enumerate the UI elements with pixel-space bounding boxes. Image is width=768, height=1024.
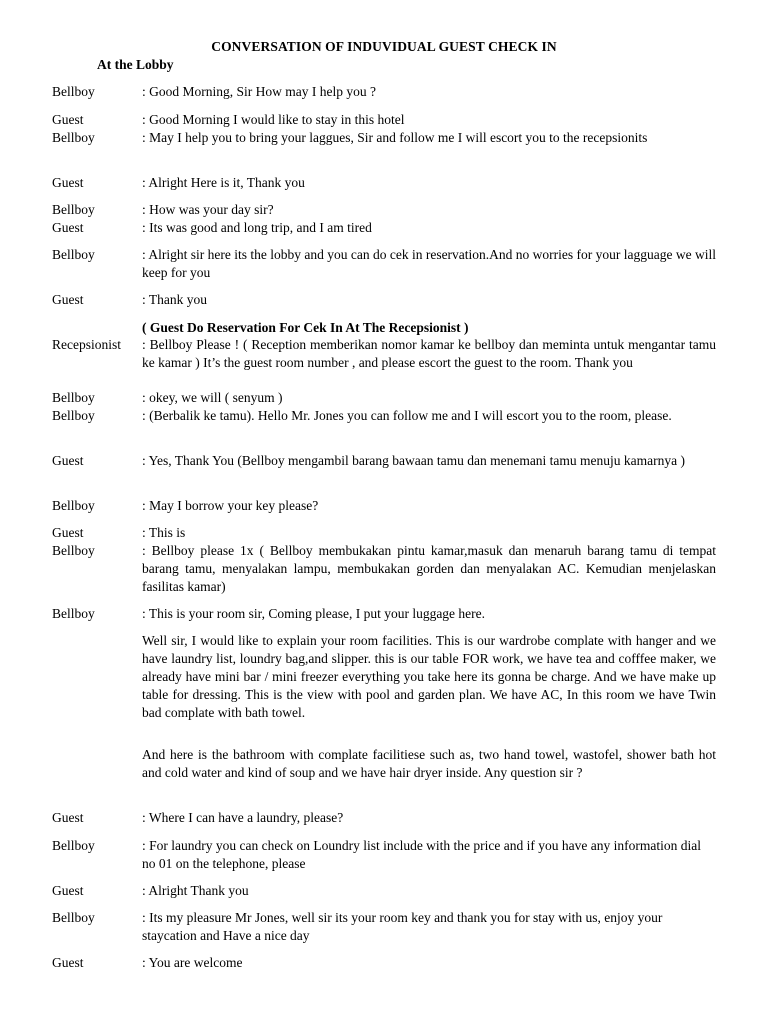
dialogue-text: : Bellboy Please ! ( Reception memberikan nomor kamar ke bellboy dan meminta untuk mengantar tamu ke kamar ) It’s the guest room number , and please escort the guest to the room. Thank you xyxy=(142,337,716,370)
stage-direction-text: ( Guest Do Reservation For Cek In At The Recepsionist ) xyxy=(142,320,469,335)
speaker-label: Guest xyxy=(52,175,84,190)
dialogue-text: : Its my pleasure Mr Jones, well sir its your room key and thank you for stay with us, enjoy your staycation and Have a nice day xyxy=(142,910,663,943)
dialogue-line xyxy=(52,389,716,407)
speaker-label: Guest xyxy=(52,810,84,825)
dialogue-text: : Good Morning I would like to stay in this hotel xyxy=(142,112,405,127)
dialogue-line xyxy=(52,497,716,515)
speaker-label: Guest xyxy=(52,112,84,127)
dialogue-line xyxy=(52,129,716,147)
dialogue-line xyxy=(52,524,716,542)
dialogue-line xyxy=(52,837,716,873)
bathroom-paragraph: And here is the bathroom with complate facilitiese such as, two hand towel, wastofel, shower bath hot and cold water and kind of soup and we have hair dryer inside. Any question sir ? xyxy=(142,747,716,780)
dialogue-text: : (Berbalik ke tamu). Hello Mr. Jones you can follow me and I will escort you to the room, please. xyxy=(142,408,672,423)
dialogue-line xyxy=(52,452,716,470)
speaker-label: Guest xyxy=(52,955,84,970)
dialogue-text: : Bellboy please 1x ( Bellboy membukakan pintu kamar,masuk dan menaruh barang tamu di tempat barang tamu, menyalakan lampu, membukakan gorden dan menyalakan AC. Kemudian menjelaskan fasilitas kamar) xyxy=(142,543,716,594)
dialogue-line xyxy=(52,219,716,237)
speaker-label: Bellboy xyxy=(52,408,95,423)
dialogue-text: : Where I can have a laundry, please? xyxy=(142,810,344,825)
speaker-label: Bellboy xyxy=(52,247,95,262)
dialogue-text: : okey, we will ( senyum ) xyxy=(142,390,283,405)
speaker-label: Guest xyxy=(52,453,84,468)
dialogue-text: : For laundry you can check on Loundry list include with the price and if you have any information dial no 01 on the telephone, please xyxy=(142,838,701,871)
dialogue-line xyxy=(52,882,716,900)
dialogue-text: : Alright Here is it, Thank you xyxy=(142,175,305,190)
speaker-label: Bellboy xyxy=(52,910,95,925)
speaker-label: Bellboy xyxy=(52,84,95,99)
room-facilities-paragraph: Well sir, I would like to explain your room facilities. This is our wardrobe complate with hanger and we have laundry list, loundry bag,and slipper. this is our table FOR work, we have tea and cofffee maker, we already have mini bar / mini freezer everything you take here its gonna be charge. And we have make up table for dressing. This is the view with pool and garden plan. We have AC, In this room we have Twin bad complate with bath towel. xyxy=(142,633,716,720)
dialogue-line xyxy=(52,542,716,596)
speaker-label: Bellboy xyxy=(52,390,95,405)
dialogue-line xyxy=(52,111,716,129)
speaker-label: Guest xyxy=(52,292,84,307)
dialogue-text: : Good Morning, Sir How may I help you ? xyxy=(142,84,376,99)
dialogue-line xyxy=(52,174,716,192)
speaker-label: Bellboy xyxy=(52,543,95,558)
dialogue-line xyxy=(52,246,716,282)
dialogue-text: : How was your day sir? xyxy=(142,202,274,217)
dialogue-text: : You are welcome xyxy=(142,955,243,970)
dialogue-line xyxy=(52,809,716,827)
document-title: CONVERSATION OF INDUVIDUAL GUEST CHECK IN xyxy=(211,39,557,54)
dialogue-line xyxy=(52,605,716,623)
dialogue-text: : Alright Thank you xyxy=(142,883,249,898)
dialogue-text: : This is your room sir, Coming please, I put your luggage here. xyxy=(142,606,486,621)
speaker-label: Bellboy xyxy=(52,498,95,513)
speaker-label: Bellboy xyxy=(52,606,95,621)
speaker-label: Bellboy xyxy=(52,130,95,145)
stage-direction xyxy=(52,319,716,337)
dialogue-line xyxy=(52,909,716,945)
speaker-label: Bellboy xyxy=(52,202,95,217)
dialogue-text: : Yes, Thank You (Bellboy mengambil barang bawaan tamu dan menemani tamu menuju kamarnya ) xyxy=(142,453,686,468)
dialogue-text: : Alright sir here its the lobby and you can do cek in reservation.And no worries for your lagguage we will keep for you xyxy=(142,247,716,280)
speaker-label: Guest xyxy=(52,525,84,540)
speaker-label: Guest xyxy=(52,883,84,898)
dialogue-line xyxy=(52,954,716,972)
dialogue-text: : Its was good and long trip, and I am tired xyxy=(142,220,372,235)
dialogue-text: : May I borrow your key please? xyxy=(142,498,319,513)
dialogue-line xyxy=(52,83,716,101)
speaker-label: Recepsionist xyxy=(52,337,121,352)
document-subtitle: At the Lobby xyxy=(97,57,174,72)
dialogue-line xyxy=(52,336,716,372)
dialogue-text: : This is xyxy=(142,525,186,540)
dialogue-line xyxy=(52,407,716,425)
dialogue-text: : May I help you to bring your laggues, Sir and follow me I will escort you to the recepsionits xyxy=(142,130,648,145)
dialogue-line xyxy=(52,201,716,219)
speaker-label: Bellboy xyxy=(52,838,95,853)
dialogue-line xyxy=(52,291,716,309)
speaker-label: Guest xyxy=(52,220,84,235)
dialogue-text: : Thank you xyxy=(142,292,207,307)
